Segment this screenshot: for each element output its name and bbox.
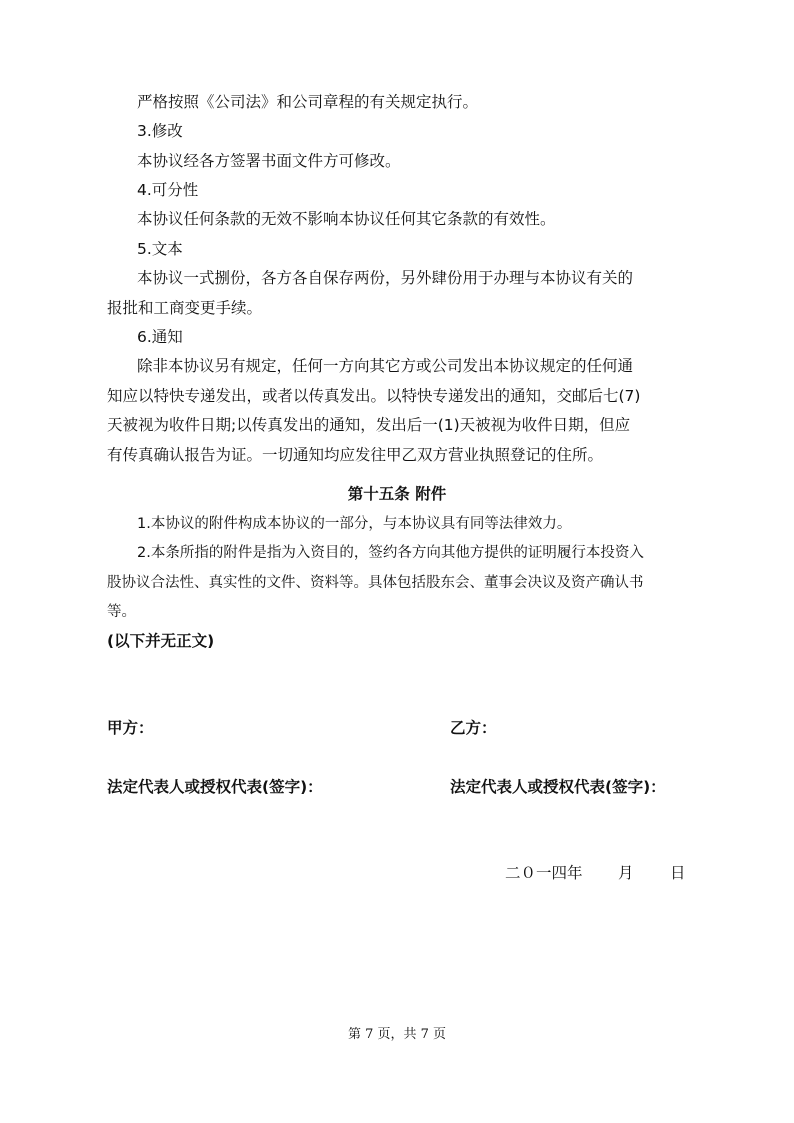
date-day: 日 — [670, 864, 686, 882]
paragraph-continuation: 严格按照《公司法》和公司章程的有关规定执行。 — [137, 93, 479, 111]
party-b-label: 乙方： — [450, 719, 497, 737]
heading-text: 5.文本 — [137, 240, 183, 258]
date-month: 月 — [618, 864, 634, 882]
paragraph-amend: 本协议经各方签署书面文件方可修改。 — [137, 152, 401, 170]
heading-severability: 4.可分性 — [137, 181, 199, 199]
party-a-label: 甲方： — [107, 719, 154, 737]
paragraph-text-line1: 本协议一式捌份，各方各自保存两份，另外肆份用于办理与本协议有关的 — [137, 269, 634, 287]
party-a-representative-label: 法定代表人或授权代表(签字)： — [107, 778, 323, 796]
article-15-item2-line3: 等。 — [107, 604, 136, 620]
article-15-title: 第十五条 附件 — [347, 485, 447, 503]
end-note: (以下并无正文) — [107, 632, 215, 650]
article-15-item2-line1: 2.本条所指的附件是指为入资目的，签约各方向其他方提供的证明履行本投资入 — [137, 545, 644, 561]
date-year: 二０一四年 — [505, 864, 583, 882]
heading-amend: 3.修改 — [137, 122, 183, 140]
paragraph-text-line2: 报批和工商变更手续。 — [107, 299, 263, 317]
article-15-item1: 1.本协议的附件构成本协议的一部分，与本协议具有同等法律效力。 — [137, 516, 572, 532]
paragraph-notice-line4: 有传真确认报告为证。一切通知均应发往甲乙双方营业执照登记的住所。 — [107, 446, 604, 464]
article-15-item2-line2: 股协议合法性、真实性的文件、资料等。具体包括股东会、董事会决议及资产确认书 — [107, 575, 644, 591]
paragraph-severability: 本协议任何条款的无效不影响本协议任何其它条款的有效性。 — [137, 210, 556, 228]
page-footer: 第 7 页，共 7 页 — [347, 1027, 447, 1042]
paragraph-notice-line3: 天被视为收件日期;以传真发出的通知，发出后一(1)天被视为收件日期，但应 — [107, 416, 631, 434]
paragraph-notice-line1: 除非本协议另有规定，任何一方向其它方或公司发出本协议规定的任何通 — [137, 357, 634, 375]
party-b-representative-label: 法定代表人或授权代表(签字)： — [450, 778, 666, 796]
heading-notice: 6.通知 — [137, 328, 183, 346]
paragraph-notice-line2: 知应以特快专递发出，或者以传真发出。以特快专递发出的通知，交邮后七(7) — [107, 387, 641, 405]
